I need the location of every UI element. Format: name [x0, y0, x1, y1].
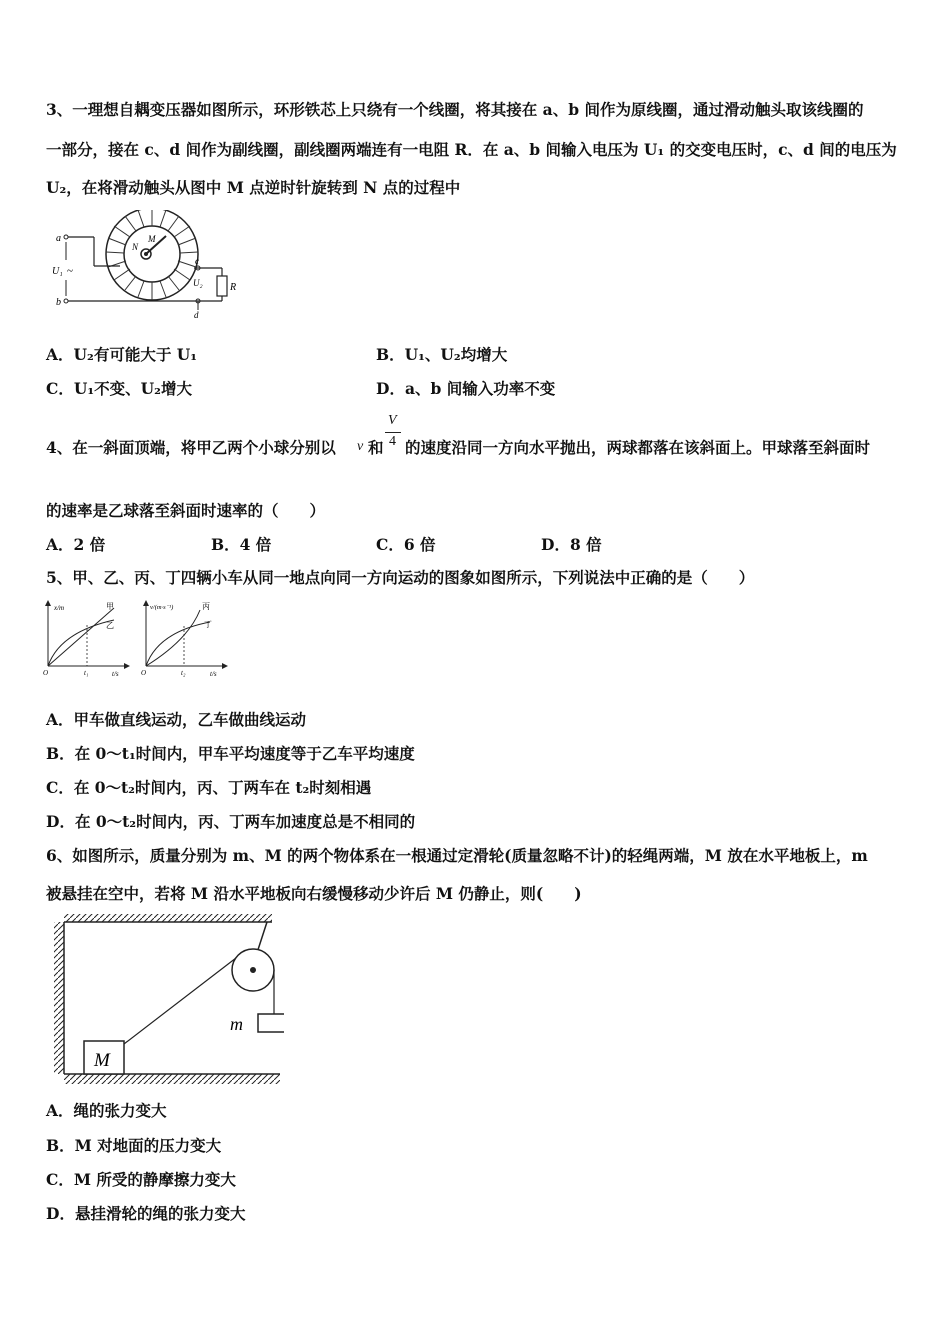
- fraction-bar: [385, 432, 401, 433]
- q4-stem-line1-b: 的速度沿同一方向水平抛出，两球都落在该斜面上。甲球落至斜面时: [405, 438, 871, 457]
- q3-stem-line3: U₂，在将滑动触头从图中 M 点逆时针旋转到 N 点的过程中: [46, 178, 461, 197]
- u1-label: U₁: [52, 266, 63, 277]
- q3-option-d: D．a、b 间输入功率不变: [376, 379, 556, 398]
- terminal-c-label: c: [195, 256, 199, 266]
- xt-xlabel: t/s: [112, 670, 119, 678]
- resistor-label: R: [230, 282, 237, 293]
- resistor-r: [217, 276, 227, 296]
- vt-label-ding: 丁: [204, 620, 212, 629]
- q4-option-c: C．6 倍: [376, 535, 436, 554]
- velocity-symbol: v: [357, 439, 364, 454]
- curve-yi: [48, 620, 114, 666]
- ceiling: [64, 914, 272, 922]
- terminal-a-label: a: [56, 233, 61, 244]
- q5-option-c: C．在 0～t₂时间内，丙、丁两车在 t₂时刻相遇: [46, 778, 372, 797]
- q6-option-b: B．M 对地面的压力变大: [46, 1136, 222, 1155]
- terminal-b-label: b: [56, 297, 61, 308]
- xt-ylabel: x/m: [54, 604, 65, 612]
- point-n-label: N: [132, 242, 139, 252]
- q4-option-a: A．2 倍: [46, 535, 106, 554]
- fraction-numerator: V: [388, 413, 397, 428]
- xt-label-jia: 甲: [106, 602, 114, 611]
- q6-stem-line2: 被悬挂在空中，若将 M 沿水平地板向右缓慢移动少许后 M 仍静止，则( ): [46, 884, 582, 903]
- q4-stem-line2: 的速率是乙球落至斜面时速率的（ ）: [46, 501, 326, 520]
- q5-option-a: A．甲车做直线运动，乙车做曲线运动: [46, 710, 307, 729]
- vt-label-bing: 丙: [202, 602, 210, 611]
- q4-option-d: D．8 倍: [541, 535, 602, 554]
- xt-tick-t1: t₁: [84, 669, 89, 677]
- left-wall: [54, 922, 64, 1074]
- curve-bing: [146, 610, 200, 666]
- q5-stem-line1: 5、甲、乙、丙、丁四辆小车从同一地点向同一方向运动的图象如图所示，下列说法中正确的是（ ）: [46, 568, 755, 587]
- q3-option-a: A．U₂有可能大于 U₁: [46, 345, 198, 364]
- rope-to-big-block: [124, 958, 236, 1044]
- big-block-label: M: [94, 1050, 110, 1071]
- q5-option-b: B．在 0～t₁时间内，甲车平均速度等于乙车平均速度: [46, 744, 415, 763]
- transformer-figure: [50, 210, 250, 325]
- q6-option-d: D．悬挂滑轮的绳的张力变大: [46, 1204, 246, 1223]
- q3-option-c: C．U₁不变、U₂增大: [46, 379, 192, 398]
- vt-graph: [138, 600, 228, 680]
- xt-graph: [40, 600, 130, 680]
- vt-xlabel: t/s: [210, 670, 217, 678]
- q4-option-b: B．4 倍: [211, 535, 272, 554]
- q4-stem-line1-a: 4、在一斜面顶端，将甲乙两个小球分别以: [46, 438, 336, 457]
- curve-jia: [48, 608, 114, 666]
- q5-option-d: D．在 0～t₂时间内，丙、丁两车加速度总是不相同的: [46, 812, 416, 831]
- q6-option-a: A．绳的张力变大: [46, 1101, 167, 1120]
- point-m-label: M: [148, 234, 156, 244]
- q4-and: 和: [368, 438, 384, 457]
- ac-symbol: ~: [67, 265, 73, 277]
- vt-tick-t2: t₂: [181, 669, 186, 677]
- q6-stem-line1: 6、如图所示，质量分别为 m、M 的两个物体系在一根通过定滑轮(质量忽略不计)的轻绳两端，M 放在水平地板上，m: [46, 846, 868, 865]
- floor: [64, 1074, 280, 1084]
- small-block-label: m: [230, 1014, 243, 1034]
- q3-option-b: B．U₁、U₂均增大: [376, 345, 508, 364]
- xt-origin: O: [43, 669, 49, 677]
- vt-ylabel: v/(m·s⁻¹): [150, 604, 174, 611]
- q3-stem-line2: 一部分，接在 c、d 间作为副线圈，副线圈两端连有一电阻 R．在 a、b 间输入电压为 U₁ 的交变电压时，c、d 间的电压为: [46, 140, 897, 159]
- pulley-figure: [52, 912, 284, 1090]
- small-block-m: [258, 1014, 284, 1032]
- q3-stem-line1: 3、一理想自耦变压器如图所示，环形铁芯上只绕有一个线圈，将其接在 a、b 间作为原线圈，通过滑动触头取该线圈的: [46, 100, 864, 119]
- fraction-denominator: 4: [389, 434, 396, 449]
- vt-origin: O: [141, 669, 147, 677]
- terminal-d-label: d: [194, 310, 199, 320]
- xt-label-yi: 乙: [106, 621, 114, 630]
- q6-option-c: C．M 所受的静摩擦力变大: [46, 1170, 236, 1189]
- u2-label: U₂: [193, 278, 203, 288]
